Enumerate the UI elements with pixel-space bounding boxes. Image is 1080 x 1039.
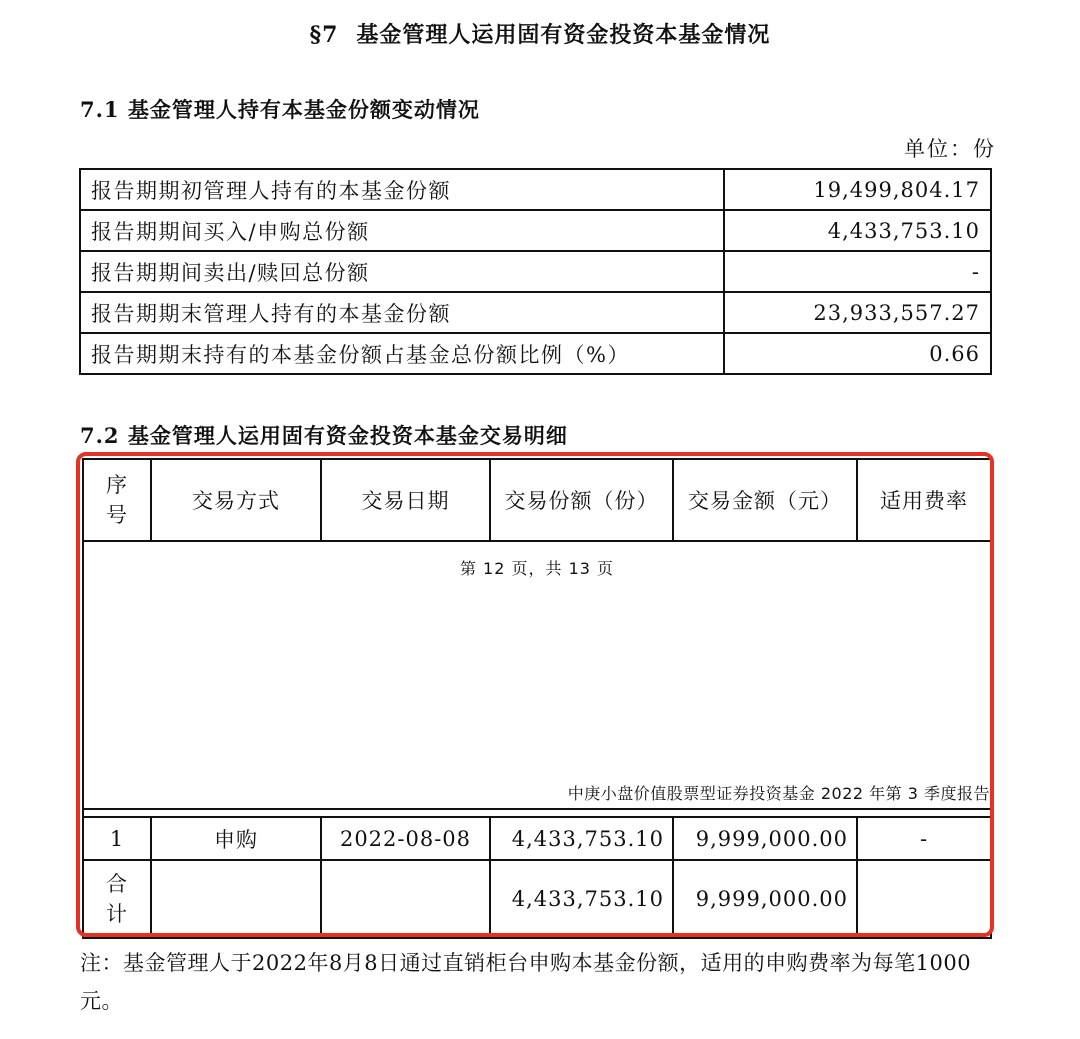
header-amount: 交易金额（元） [673,459,857,541]
section-number: §7 [309,22,339,48]
total-amount: 9,999,000.00 [673,860,857,938]
continuation-spacer [83,809,991,817]
table-row [80,292,991,333]
subsection-7-1-heading: 7.1 基金管理人持有本基金份额变动情况 [80,97,480,122]
page-number-footer: 第 12 页，共 13 页 [459,559,615,578]
row-value: 19,499,804.17 [724,169,991,210]
table-row [80,333,991,374]
header-date: 交易日期 [321,459,490,541]
row-value: - [724,251,991,292]
holding-change-table [79,168,992,375]
row-value: 4,433,753.10 [724,210,991,251]
cell-shares: 4,433,753.10 [490,817,673,860]
transaction-detail-table [82,458,992,939]
total-date-empty [321,860,490,938]
unit-label: 单位：份 [904,137,996,161]
row-label: 报告期期末管理人持有的本基金份额 [80,292,724,333]
table-row [80,169,991,210]
page-break-row [83,541,991,809]
total-method-empty [151,860,321,938]
total-row [83,860,991,938]
table-row [80,251,991,292]
subsection-7-2-heading: 7.2 基金管理人运用固有资金投资本基金交易明细 [80,423,568,448]
section-title-text: 基金管理人运用固有资金投资本基金情况 [356,22,771,48]
row-label: 报告期期间买入/申购总份额 [80,210,724,251]
report-name-footer: 中庚小盘价值股票型证券投资基金 2022 年第 3 季度报告 [567,784,990,803]
row-value: 23,933,557.27 [724,292,991,333]
section-title [0,18,1080,49]
row-value: 0.66 [724,333,991,374]
header-fee: 适用费率 [857,459,991,541]
table-row [83,817,991,860]
cell-seq: 1 [83,817,151,860]
total-fee-empty [857,860,991,938]
header-shares: 交易份额（份） [490,459,673,541]
total-label: 合 计 [83,860,151,938]
table-row [80,210,991,251]
cell-fee: - [857,817,991,860]
row-label: 报告期期末持有的本基金份额占基金总份额比例（%） [80,333,724,374]
cell-date: 2022-08-08 [321,817,490,860]
table-header-row [83,459,991,541]
total-shares: 4,433,753.10 [490,860,673,938]
header-method: 交易方式 [151,459,321,541]
header-seq: 序 号 [83,459,151,541]
cell-amount: 9,999,000.00 [673,817,857,860]
row-label: 报告期期初管理人持有的本基金份额 [80,169,724,210]
cell-method: 申购 [151,817,321,860]
row-label: 报告期期间卖出/赎回总份额 [80,251,724,292]
footnote: 注：基金管理人于2022年8月8日通过直销柜台申购本基金份额，适用的申购费率为每笔1000元。 [80,951,972,1013]
